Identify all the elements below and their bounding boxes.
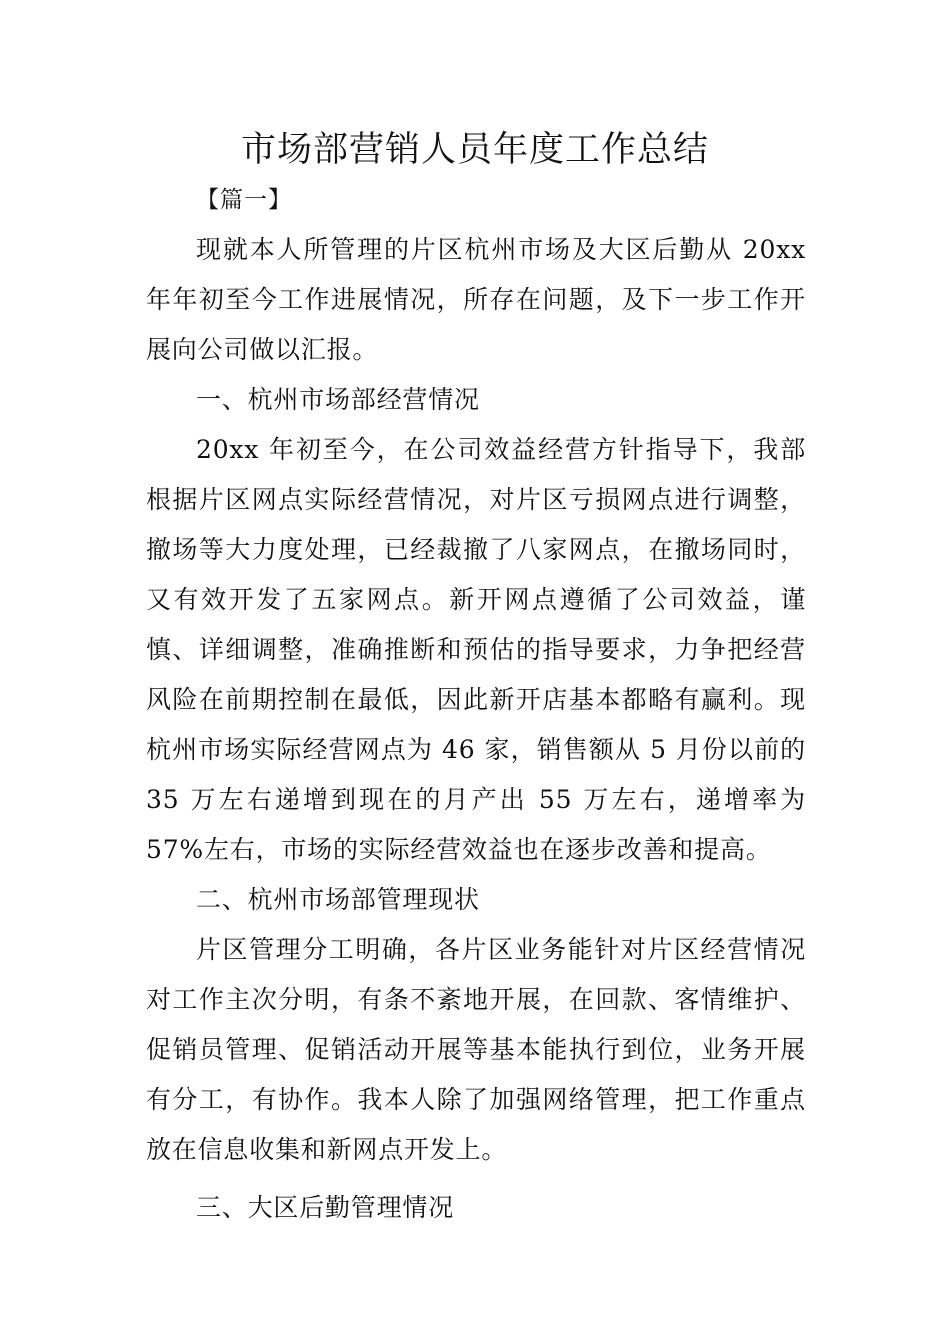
paragraph-2: 片区管理分工明确，各片区业务能针对片区经营情况对工作主次分明，有条不紊地开展，在回款、客情维护、促销员管理、促销活动开展等基本能执行到位，业务开展有分工，有协作。我本人除了加强网络管理，把工作重点放在信息收集和新网点开发上。 — [146, 935, 806, 1164]
section-heading-1: 一、杭州市场部经营情况 — [196, 385, 480, 414]
section-tag: 【篇一】 — [196, 187, 292, 213]
intro-paragraph: 现就本人所管理的片区杭州市场及大区后勤从 20xx 年年初至今工作进展情况，所存在问题，及下一步工作开展向公司做以汇报。 — [146, 235, 806, 364]
paragraph-1: 20xx 年初至今，在公司效益经营方针指导下，我部根据片区网点实际经营情况，对片区亏损网点进行调整，撤场等大力度处理，已经裁撤了八家网点，在撤场同时，又有效开发了五家网点。新开网点遵循了公司效益，谨慎、详细调整，准确推断和预估的指导要求，力争把经营风险在前期控制在最低，因此新开店基本都略有赢利。现杭州市场实际经营网点为 46 家，销售额从 5 月份以前的 35 万左右递增到现在的月产出 55 万左右，递增率为 57%左右，市场的实际经营效益也在逐步改善和提高。 — [146, 435, 806, 864]
document-title: 市场部营销人员年度工作总结 — [240, 130, 709, 170]
document-body — [146, 225, 806, 1233]
section-heading-3: 三、大区后勤管理情况 — [196, 1193, 455, 1222]
section-heading-2: 二、杭州市场部管理现状 — [196, 885, 480, 914]
